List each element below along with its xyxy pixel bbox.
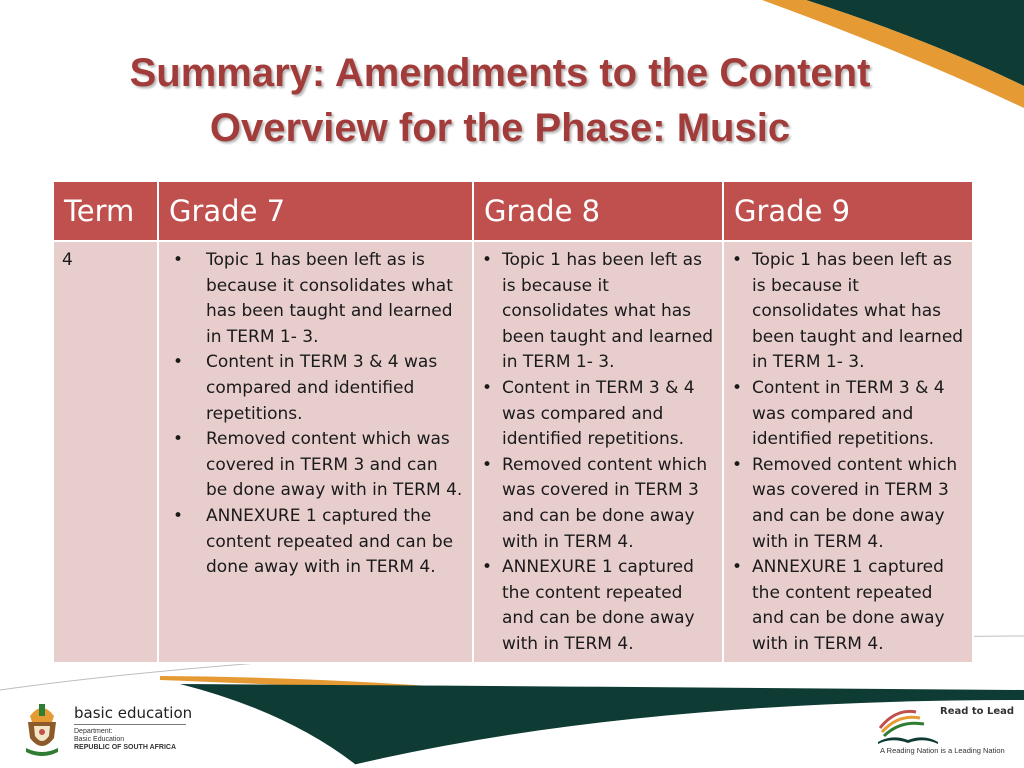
- list-item-text: Topic 1 has been left as is because it consolidates what has been taught and learned in TERM 1- 3.: [206, 250, 453, 347]
- list-item: [173, 248, 464, 350]
- header-grade-9: Grade 9: [723, 181, 973, 241]
- table-row: [53, 241, 973, 663]
- bullet-icon: •: [173, 429, 184, 450]
- list-item: [482, 376, 714, 453]
- bullet-icon: •: [173, 505, 184, 526]
- logo-name: Read to Lead: [940, 706, 1015, 717]
- list-item-text: ANNEXURE 1 captured the content repeated and can be done away with in TERM 4.: [502, 557, 695, 654]
- title-line-1: Summary: Amendments to the Content: [129, 51, 871, 95]
- grade-7-cell: [158, 241, 473, 663]
- bullet-icon: •: [732, 377, 743, 398]
- header-grade-8: Grade 8: [473, 181, 723, 241]
- bullet-icon: •: [732, 250, 743, 270]
- list-item-text: Removed content which was covered in TERM 3 and can be done away with in TERM 4.: [206, 429, 463, 501]
- list-item: [732, 248, 964, 376]
- header-grade-7: Grade 7: [158, 181, 473, 241]
- list-item-text: ANNEXURE 1 captured the content repeated and can be done away with in TERM 4.: [752, 557, 945, 654]
- bullet-icon: •: [482, 454, 493, 475]
- list-item: [482, 248, 714, 376]
- list-item: [732, 453, 964, 555]
- list-item-text: Topic 1 has been left as is because it consolidates what has been taught and learned in TERM 1- 3.: [502, 250, 714, 373]
- list-item-text: Removed content which was covered in TERM 3 and can be done away with in TERM 4.: [502, 454, 708, 552]
- bullet-icon: •: [732, 454, 743, 475]
- list-item: [173, 350, 464, 427]
- list-item-text: Content in TERM 3 & 4 was compared and identified repetitions.: [752, 377, 945, 450]
- page-title: [40, 46, 960, 156]
- amendments-table: [52, 180, 974, 664]
- logo-line-3: REPUBLIC OF SOUTH AFRICA: [74, 744, 177, 751]
- grade-8-bullet-list: [482, 248, 714, 658]
- title-line-2: Overview for the Phase: Music: [209, 106, 791, 150]
- list-item: [173, 504, 464, 581]
- header-term: Term: [53, 181, 158, 241]
- table-header-row: [53, 181, 973, 241]
- bullet-icon: •: [173, 250, 184, 270]
- list-item-text: Topic 1 has been left as is because it consolidates what has been taught and learned in TERM 1- 3.: [752, 250, 964, 373]
- term-cell: 4: [53, 241, 158, 663]
- grade-9-bullet-list: [732, 248, 964, 658]
- list-item-text: ANNEXURE 1 captured the content repeated and can be done away with in TERM 4.: [206, 505, 454, 578]
- read-to-lead-logo: [876, 700, 1016, 762]
- logo-tagline: A Reading Nation is a Leading Nation: [880, 746, 1005, 755]
- open-book-icon: [876, 706, 940, 746]
- bullet-icon: •: [732, 557, 743, 578]
- list-item-text: Content in TERM 3 & 4 was compared and identified repetitions.: [502, 377, 695, 450]
- logo-name: basic education: [74, 704, 193, 722]
- list-item-text: Content in TERM 3 & 4 was compared and identified repetitions.: [206, 352, 438, 424]
- list-item-text: Removed content which was covered in TERM 3 and can be done away with in TERM 4.: [752, 454, 958, 552]
- bullet-icon: •: [482, 250, 493, 270]
- list-item: [732, 376, 964, 453]
- coat-of-arms-icon: [22, 698, 62, 758]
- list-item: [732, 555, 964, 657]
- grade-9-cell: [723, 241, 973, 663]
- bullet-icon: •: [482, 377, 493, 398]
- logo-divider: [74, 724, 186, 725]
- bullet-icon: •: [482, 557, 493, 578]
- grade-7-bullet-list: [167, 248, 464, 581]
- list-item: [482, 555, 714, 657]
- basic-education-logo: [22, 698, 192, 760]
- list-item: [173, 427, 464, 504]
- bullet-icon: •: [173, 352, 184, 373]
- logo-line-1: Department:: [74, 728, 113, 735]
- list-item: [482, 453, 714, 555]
- logo-line-2: Basic Education: [74, 736, 125, 743]
- grade-8-cell: [473, 241, 723, 663]
